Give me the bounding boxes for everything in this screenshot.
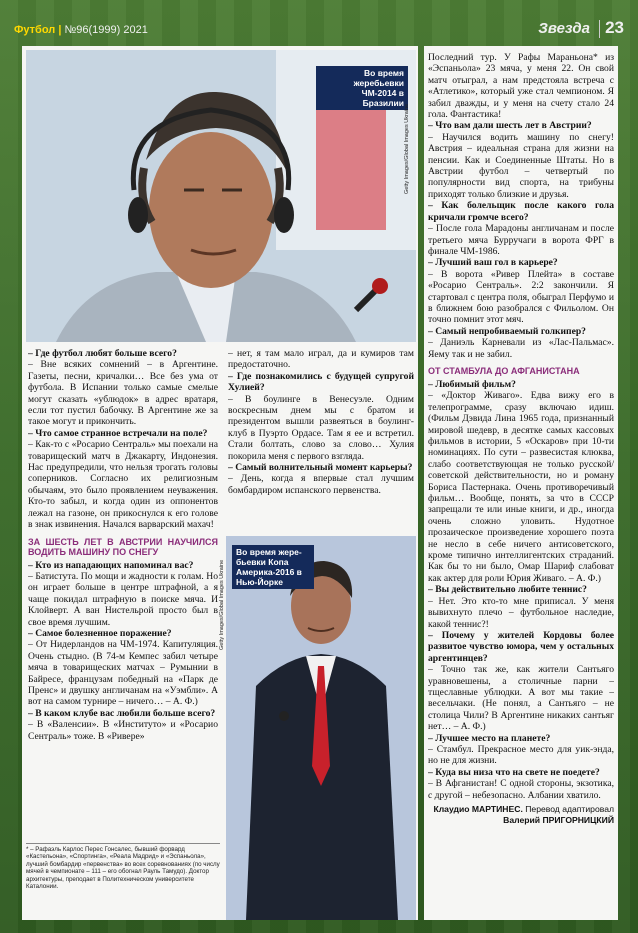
interview-question: – Что вам дали шесть лет в Австрии? xyxy=(428,120,592,132)
subheading: ОТ СТАМБУЛА ДО АФГАНИСТАНА xyxy=(428,365,580,376)
interview-answer: – После гола Марадоны англичанам и после третьего мяча Бурручаги в ворота ФРГ в финале ЧМ-1986. xyxy=(428,223,614,257)
interview-question: – Вы действительно любите теннис? xyxy=(428,584,587,596)
interview-question: – Самое болезненное поражение? xyxy=(28,627,172,639)
byline-translation-note: Перевод адаптировал xyxy=(522,804,614,814)
byline xyxy=(428,804,614,827)
footnote: * – Рафаэль Карлос Перес Гонсалес, бывший форвард «Кастельона», «Спортинга», «Реала Мадрид» и «Эспаньола», лучший бомбардир «первенства» во всех соревнованиях (по числу мячей в чемпионате – 111 – его обогнал Рауль Тамудо). Доктор архитектуры, преподает в Политехническом университете Каталонии. xyxy=(26,843,220,890)
publication-label: Футбол | №96(1999) 2021 xyxy=(14,24,148,36)
interview-answer: – Батистута. По мощи и жадности к голам. Но он играет больше в центре штрафной, а я чаще покидал штрафную в поиске мяча. И Клойверт. А ван Нистельрой просто был в свое время лучшим. xyxy=(28,570,218,628)
section-title: Звезда xyxy=(538,20,590,37)
interview-answer: – «Доктор Живаго». Едва вижу его в телепрограмме, сразу включаю идиш. (Фильм Дэвида Лина 1965 года, признанный мировой шедевр, в десятке самых кассовых фильмов в истории, 5 «Оскаров» при 10-ти номинациях. По сути – развесистая клюква, слабо соответствующая не только русской/советской действительности, но и роману Бориса Пастернака. Очень противоречивый фильм… Вообще, понять, за что в СССР запрещали те или иные книги, и др., иногда очень сложно уловить. Нудотное прозаическое произведение хорошего поэта не несло в себе ничего антисоветского, кроме типично интеллигентских страданий. Как бы то ни было, Омар Шариф слабоват как актер для роли Юрия Живаго. – А. Ф.) xyxy=(428,390,614,584)
interview-question: – В каком клубе вас любили больше всего? xyxy=(28,707,216,719)
interview-question: – Самый волнительный момент карьеры? xyxy=(228,462,413,474)
interview-question: – Где футбол любят больше всего? xyxy=(28,348,177,359)
interview-question: – Почему у жителей Кордовы более развитое чувство юмора, чем у остальных аргентинцев? xyxy=(428,629,614,664)
interview-question: – Лучшее место на планете? xyxy=(428,732,551,744)
interview-question: – Как болельщик после какого гола кричали громче всего? xyxy=(428,200,614,223)
photo-kempes-2016 xyxy=(226,536,416,920)
article-column-3 xyxy=(428,52,614,917)
publication-name: Футбол xyxy=(14,24,56,36)
interview-answer: – нет, я там мало играл, да и кумиров там предостаточно. xyxy=(228,348,414,371)
interview-question: – Где познакомились с будущей супругой Хулией? xyxy=(228,370,414,394)
interview-answer: – Стамбул. Прекрасное место для уик-энда, но не для жизни. xyxy=(428,743,614,767)
issue-number: №96(1999) 2021 xyxy=(64,24,148,36)
interview-answer: – В ворота «Ривер Плейта» в составе «Росарио Сентраль». 2:2 закончили. Я стартовал с центра поля, обыграл Перфумо и в ближнем бою разобрался с Фильолом. Он точно помнит этот мяч. xyxy=(428,268,614,326)
byline-author: Клаудио МАРТИНЕС. xyxy=(433,804,523,814)
interview-answer: – В боулинге в Венесуэле. Одним воскресным днем мы с братом и президентом вышли развеяться в боулинг-клуб в Пуэрто Ордасе. Там я ее и встретил. Стали болтать, слово за слово… Хулия покорила меня с первого взгляда. xyxy=(228,393,414,462)
interview-answer: – День, когда я впервые стал лучшим бомбардиром испанского первенства. xyxy=(228,473,414,496)
interview-answer: – В «Валенсии». В «Институто» и «Росарио Сентраль» тоже. В «Ривере» xyxy=(28,719,218,742)
interview-question: – Любимый фильм? xyxy=(428,378,516,390)
interview-answer: – Даниэль Карневали из «Лас-Пальмас». Яему так и не забил. xyxy=(428,337,614,360)
portrait-illustration-standing xyxy=(226,536,416,920)
interview-answer: – От Нидерландов на ЧМ-1974. Капитуляция. Очень стыдно. (В 74-м Кемпес забил четыре мяча в товарищеских матчах – Румынии в Байресе, французам победный на «Парк де Пренс» и двушку англичанам на «Уэмбли». А вот на самом турнире – ничего… – А. Ф.) xyxy=(28,639,218,708)
photo-caption-top: Во время жеребьевки ЧМ-2014 в Бразилии xyxy=(316,66,408,110)
interview-question: – Самый непробиваемый голкипер? xyxy=(428,325,586,337)
header-divider xyxy=(599,20,600,38)
interview-answer: – В Афганистан! С одной стороны, экзотика, с другой – небезопасно. Албании хватило. xyxy=(428,778,614,801)
interview-question: – Куда вы низа что на свете не поедете? xyxy=(428,766,600,778)
interview-question: – Что самое странное встречали на поле? xyxy=(28,427,208,439)
subheading: ЗА ШЕСТЬ ЛЕТ В АВСТРИИ НАУЧИЛСЯ ВОДИТЬ МАШИНУ ПО СНЕГУ xyxy=(28,536,218,557)
interview-answer: – Точно так же, как жители Сантьяго уравновешены, а столичные парни – тщеславные ублюдки. А вот мы такие – весельчаки. (Не понял, а Сантьяго – не столица Чили? В Аргентине никаких сантьяг нет… – А. Ф.) xyxy=(428,664,614,733)
interview-answer: – Нет. Это кто-то мне приписал. У меня вывихнуто плечо – футбольное наследие, какой теннис?! xyxy=(428,595,614,630)
interview-question: – Лучший ваш гол в карьере? xyxy=(428,257,558,269)
article-column-1 xyxy=(28,348,218,842)
photo-credit-top: Getty Images/Global Images Ukraine xyxy=(404,103,410,194)
article-column-2 xyxy=(228,348,414,533)
interview-answer: Последний тур. У Рафы Мараньона* из «Эспаньола» 23 мяча, у меня 22. Он свой матч отыграл, а нам предстояла встреча с «Атлетико», который уже стал чемпионом. Я забил дважды, и у меня на счету стало 24 гола. Фантастика! xyxy=(428,52,614,121)
interview-answer: – Как-то с «Росарио Сентраль» мы поехали на товарищеский матч в Джакарту, Индонезия. Нас предупредили, что нельзя трогать головы соперников. Согласно их религиозным обычаям, это было проявлением неуважения. Кто-то забыл, и когда один из оппонентов лежал на газоне, он прикоснулся к его голове в знак извинения. Начался варварский махач! xyxy=(28,439,218,531)
interview-answer: – Вне всяких сомнений – в Аргентине. Газеты, песни, кричалки… Все без ума от футбола. В Испании только самые смелые могут сказать «ублюдок» в адрес вратаря, если тот пустил бабочку. В Аргентине же за такое могут и прикончить. xyxy=(28,359,218,428)
page-number: 23 xyxy=(605,18,624,37)
byline-translator: Валерий ПРИГОРНИЦКИЙ xyxy=(503,815,614,826)
interview-question: – Кто из нападающих напоминал вас? xyxy=(28,559,194,571)
page-header xyxy=(0,0,638,46)
interview-answer: – Научился водить машину по снегу! Австрия – идеальная страна для жизни на пенсии. Как и Соединенные Штаты. Но в Австрии футбол – четвертый по популярности вид спорта, на трибуны приходят только близкие и друзья. xyxy=(428,131,614,200)
photo-credit-bottom: Getty Images/Global Images Ukraine xyxy=(219,559,225,650)
photo-caption-bottom: Во время жере-бьевки Копа Америка-2016 в Нью-Йорке xyxy=(232,545,314,589)
